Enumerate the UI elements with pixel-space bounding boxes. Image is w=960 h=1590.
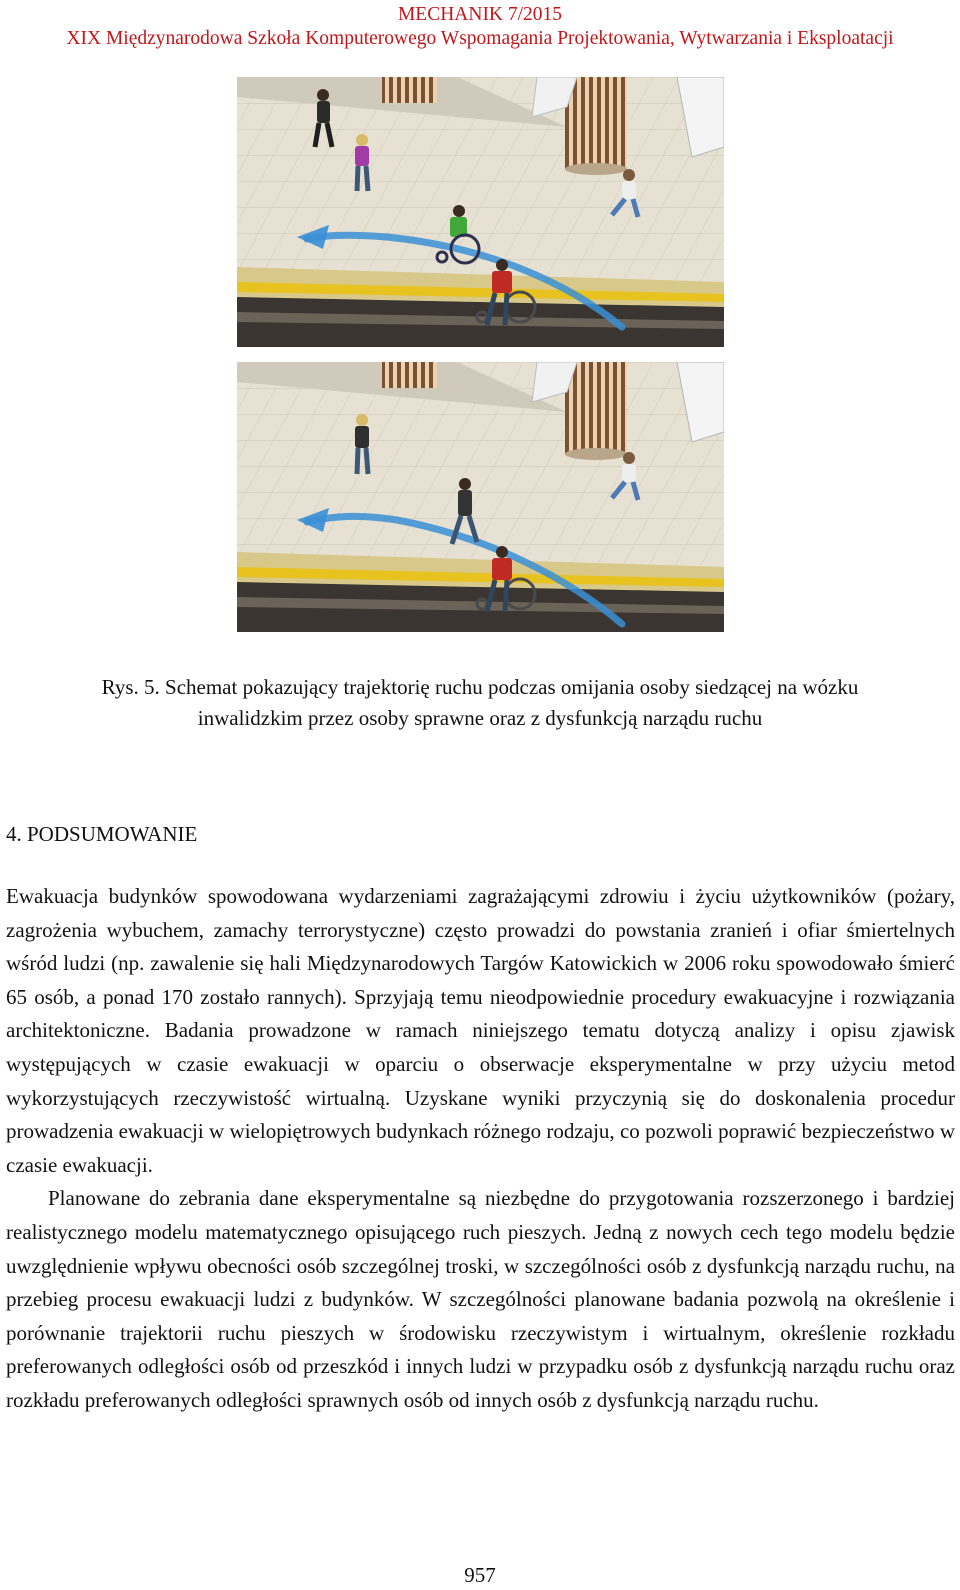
- section-heading: 4. PODSUMOWANIE: [6, 822, 198, 846]
- figure-panel-bottom: [237, 362, 724, 632]
- figure-caption-line-1: Rys. 5. Schemat pokazujący trajektorię ruchu podczas omijania osoby siedzącej na wózku: [101, 675, 859, 699]
- conference-name: XIX Międzynarodowa Szkoła Komputerowego Wspomagania Projektowania, Wytwarzania i Eksploatacji: [66, 28, 894, 49]
- journal-issue: MECHANIK 7/2015: [397, 4, 563, 25]
- paragraph-1: Ewakuacja budynków spowodowana wydarzeniami zagrażającymi zdrowiu i życiu użytkowników (pożary, zagrożenia wybuchem, zamachy terrorystyczne) często prowadzi do powstania zranień i ofiar śmiertelnych wśród ludzi (np. zawalenie się hali Międzynarodowych Targów Katowickich w 2006 roku spowodowało śmierć 65 osób, a ponad 170 zostało rannych). Sprzyjają temu nieodpowiednie procedury ewakuacyjne i rozwiązania architektoniczne. Badania prowadzone w ramach niniejszego tematu dotyczą analizy i opisu zjawisk występujących w czasie ewakuacji w oparciu o obserwacje eksperymentalne w przy użyciu metod wykorzystujących rzeczywistość wirtualną. Uzyskane wyniki przyczynią się do doskonalenia procedur prowadzenia ewakuacji w wielopiętrowych budynkach różnego rodzaju, co pozwoli poprawić bezpieczeństwo w czasie ewakuacji.: [6, 884, 955, 1177]
- paragraph-2: Planowane do zebrania dane eksperymentalne są niezbędne do przygotowania rozszerzonego i bardziej realistycznego modelu matematycznego opisującego ruch pieszych. Jedną z nowych cech tego modelu będzie uwzględnienie wpływu obecności osób szczególnej troski, w szczególności osób z dysfunkcją narządu ruchu, na przebieg procesu ewakuacji ludzi z budynków. W szczególności planowane badania pozwolą na określenie i porównanie trajektorii ruchu pieszych w środowisku rzeczywistym i wirtualnym, określenie rozkładu preferowanych odległości osób od przeszkód i innych ludzi w przypadku osób z dysfunkcją narządu ruchu oraz rozkładu preferowanych odległości sprawnych osób od innych osób z dysfunkcją narządu ruchu.: [6, 1186, 955, 1412]
- figure-panel-top: [237, 77, 724, 347]
- subway-platform-render-bottom: [237, 362, 724, 632]
- journal-header: [0, 3, 960, 51]
- subway-platform-render-top: [237, 77, 724, 347]
- figure-caption: [0, 672, 960, 734]
- figure-caption-line-2: inwalidzkim przez osoby sprawne oraz z dysfunkcją narządu ruchu: [197, 706, 763, 730]
- section-body: [6, 880, 955, 1418]
- page-number: 957: [464, 1563, 496, 1587]
